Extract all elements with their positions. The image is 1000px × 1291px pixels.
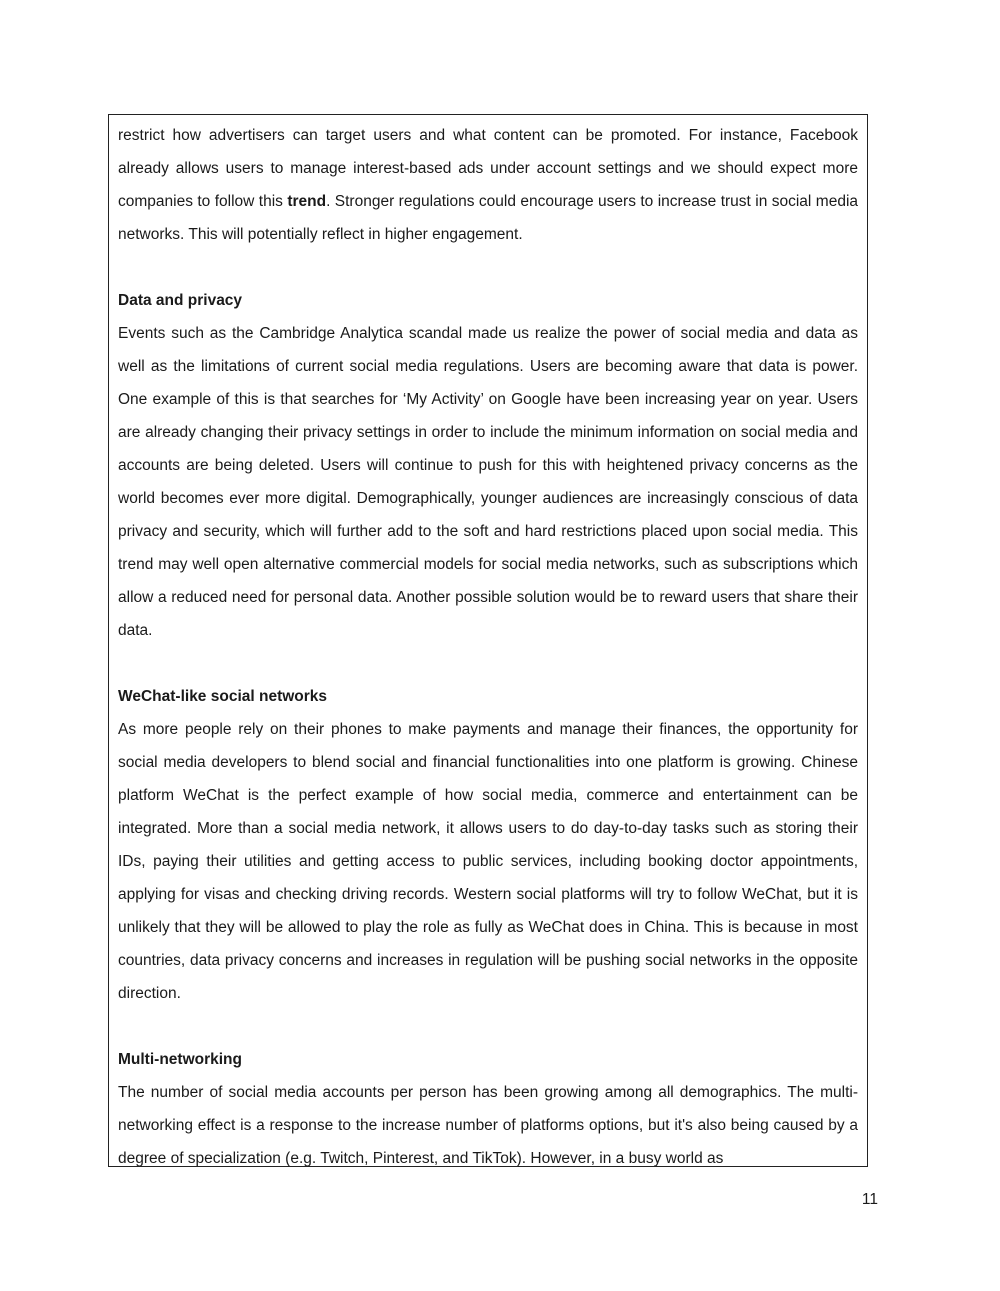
intro-bold-word: trend	[287, 193, 327, 210]
intro-text-start: restrict how advertisers can target users and what content can be promoted. For instance, Facebook already allows users to manage interest-based ads under account settings and we should expect more companies to follow this	[118, 127, 858, 210]
paragraph-gap	[118, 647, 858, 680]
intro-paragraph	[118, 119, 858, 251]
paragraph-wechat: As more people rely on their phones to make payments and manage their finances, the opportunity for social media developers to blend social and financial functionalities into one platform is growing. Chinese platform WeChat is the perfect example of how social media, commerce and entertainment can be integrated. More than a social media network, it allows users to do day-to-day tasks such as storing their IDs, paying their utilities and getting access to public services, including booking doctor appointments, applying for visas and checking driving records. Western social platforms will try to follow WeChat, but it is unlikely that they will be allowed to play the role as fully as WeChat does in China. This is because in most countries, data privacy concerns and increases in regulation will be pushing social networks in the opposite direction.	[118, 721, 858, 1002]
paragraph-gap	[118, 1010, 858, 1043]
intro-text-end: . Stronger regulations could encourage users to increase trust in social media networks. This will potentially reflect in higher engagement.	[118, 193, 859, 243]
paragraph-data-privacy: Events such as the Cambridge Analytica scandal made us realize the power of social media and data as well as the limitations of current social media regulations. Users are becoming aware that data is power. One example of this is that searches for ‘My Activity’ on Google have been increasing year on year. Users are already changing their privacy settings in order to include the minimum information on social media and accounts are being deleted. Users will continue to push for this with heightened privacy concerns as the world becomes ever more digital. Demographically, younger audiences are increasingly conscious of data privacy and security, which will further add to the soft and hard restrictions placed upon social media. This trend may well open alternative commercial models for social media networks, such as subscriptions which allow a reduced need for personal data. Another possible solution would be to reward users that share their data.	[118, 325, 858, 639]
document-content	[118, 119, 858, 1167]
page-number: 11	[861, 1191, 878, 1208]
heading-multi-networking: Multi-networking	[118, 1051, 242, 1068]
text-box-frame	[108, 114, 868, 1167]
paragraph-gap	[118, 251, 858, 284]
heading-wechat: WeChat-like social networks	[118, 688, 328, 705]
paragraph-multi-networking: The number of social media accounts per person has been growing among all demographics. The multi-networking effect is a response to the increase number of platforms options, but it's also being caused by a degree of specialization (e.g. Twitch, Pinterest, and TikTok). However, in a busy world as	[118, 1084, 858, 1167]
heading-data-privacy: Data and privacy	[118, 292, 243, 309]
